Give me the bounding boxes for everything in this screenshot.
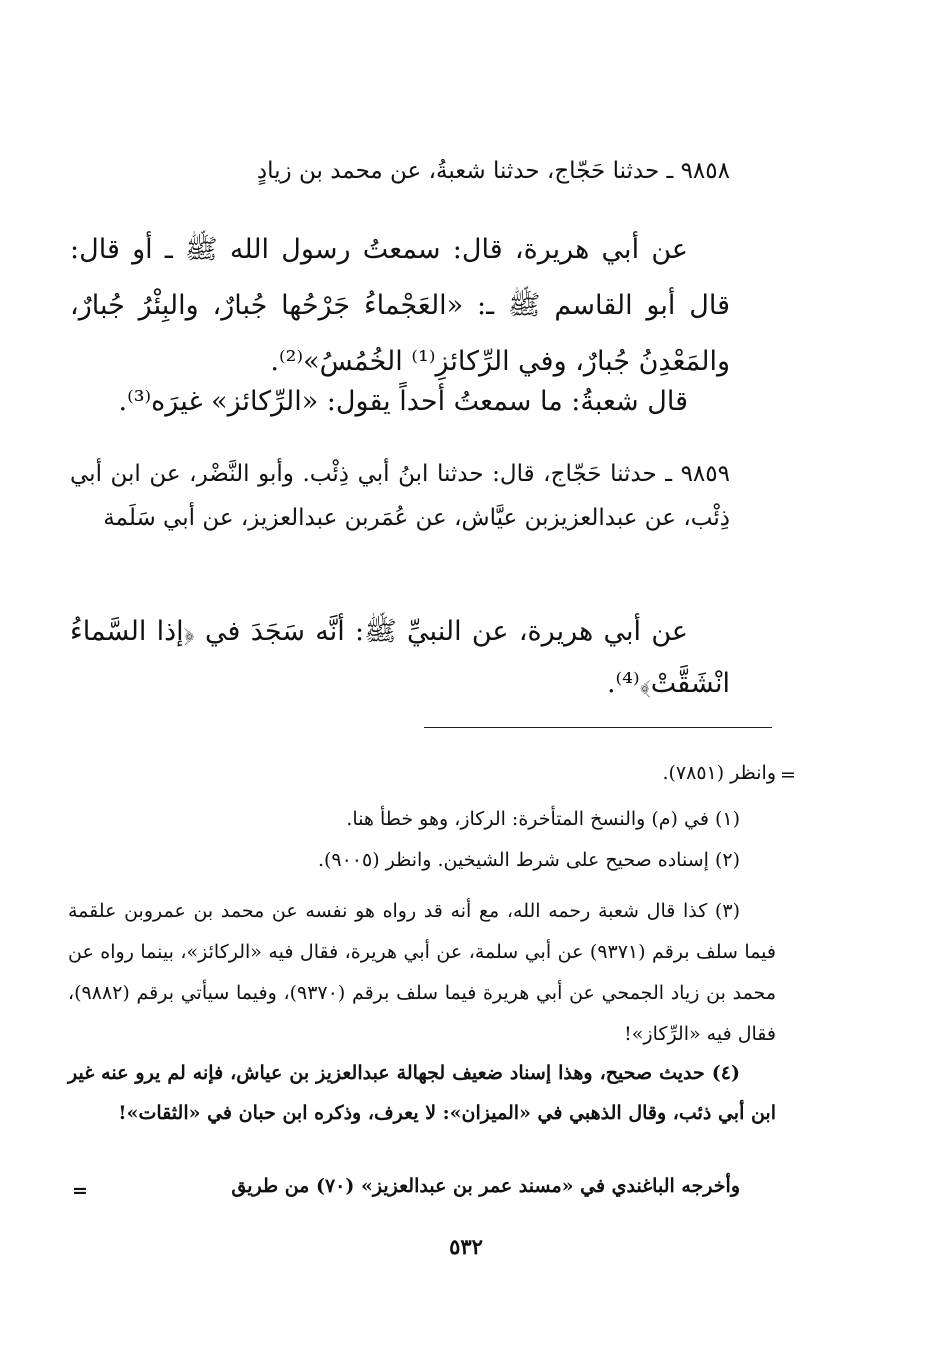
page-number: ٥٣٢	[449, 1234, 483, 1259]
footnote-3: (٣) كذا قال شعبة رحمه الله، مع أنه قد رواه هو نفسه عن محمد بن عمروبن علقمة فيما سلف برقم (٩٣٧١) عن أبي سلمة، عن أبي هريرة، فقال فيه «الركائز»، بينما رواه عن محمد بن زياد الجمحي عن أبي هريرة فيما سلف برقم (٩٣٧٠)، وفيما سيأتي برقم (٩٨٨٢)، فقال فيه «الرِّكاز»!	[68, 900, 776, 1045]
footnote-1: (١) في (م) والنسخ المتأخرة: الركاز، وهو خطأ هنا.	[346, 808, 740, 830]
hadith-9859-text: عن أبي هريرة، عن النبيِّ ﷺ: أنَّه سَجَدَ في ﴿إذا السَّماءُ انْشَقَّتْ﴾⁽⁴⁾.	[70, 616, 730, 699]
hadith-9858-chain: ٩٨٥٨ ـ حدثنا حَجّاج، حدثنا شعبةُ، عن محمد بن زيادٍ	[256, 158, 730, 184]
continuation-mark: =	[780, 764, 796, 786]
footnote-continuation: وانظر (٧٨٥١).	[662, 762, 776, 784]
footnote-4: (٤) حديث صحيح، وهذا إسناد ضعيف لجهالة عبدالعزيز بن عياش، فإنه لم يرو عنه غير ابن أبي ذئب، وقال الذهبي في «الميزان»: لا يعرف، وذكره ابن حبان في «الثقات»!	[68, 1062, 776, 1124]
footnote-2: (٢) إسناده صحيح على شرط الشيخين. وانظر (٩٠٠٥).	[317, 849, 740, 871]
page-continuation-mark: =	[72, 1180, 88, 1202]
footnote-divider	[424, 727, 772, 728]
hadith-9858-shuba-note: قال شعبةُ: ما سمعتُ أحداً يقول: «الرِّكائز» غيرَه⁽³⁾.	[118, 386, 688, 417]
footnote-4-continuation: وأخرجه الباغندي في «مسند عمر بن عبدالعزيز» (٧٠) من طريق	[231, 1175, 740, 1197]
hadith-9859-chain: ٩٨٥٩ ـ حدثنا حَجّاج، قال: حدثنا ابنُ أبي ذِئْب. وأبو النَّضْر، عن ابن أبي ذِئْب، عن عبدالعزيزبن عيَّاش، عن عُمَربن عبدالعزيز، عن أبي سَلَمة	[70, 461, 730, 531]
hadith-9858-text: عن أبي هريرة، قال: سمعتُ رسول الله ﷺ ـ أو قال: قال أبو القاسم ﷺ ـ: «العَجْماءُ جَرْحُها جُبارٌ، والبِئْرُ جُبارٌ، والمَعْدِنُ جُبارٌ، وفي الرِّكائزِ⁽¹⁾ الخُمُسُ»⁽²⁾.	[70, 234, 730, 377]
